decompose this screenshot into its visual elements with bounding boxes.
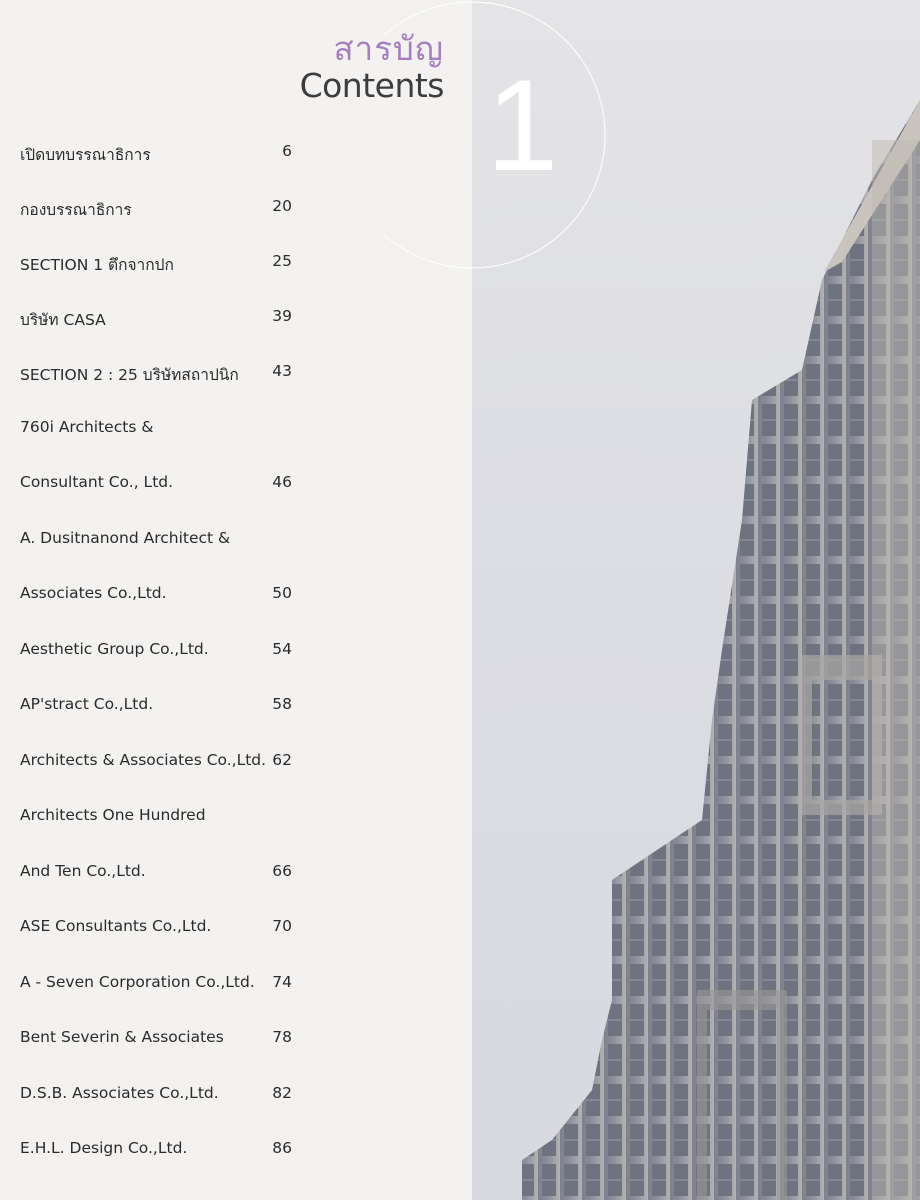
toc-entry-title: SECTION 1 ตึกจากปก: [20, 256, 174, 274]
toc-entry-title: เปิดบทบรรณาธิการ: [20, 146, 151, 164]
toc-entry-title: Consultant Co., Ltd.: [20, 473, 174, 491]
toc-entry: [20, 362, 296, 388]
toc-entry-page: 50: [272, 584, 292, 602]
toc-entry: [20, 862, 296, 888]
toc-entry-title: Associates Co.,Ltd.: [20, 584, 167, 602]
toc-entry-page: 6: [282, 142, 292, 160]
toc-entry-title: D.S.B. Associates Co.,Ltd.: [20, 1084, 219, 1102]
toc-entry: [20, 197, 296, 223]
toc-entry-page: 82: [272, 1084, 292, 1102]
toc-entry-page: 25: [272, 252, 292, 270]
section-number: 1: [486, 52, 559, 198]
toc-entry: [20, 917, 296, 943]
toc-entry-title: E.H.L. Design Co.,Ltd.: [20, 1139, 188, 1157]
toc-entry-title: AP'stract Co.,Ltd.: [20, 695, 154, 713]
toc-entry-title: Bent Severin & Associates: [20, 1028, 224, 1046]
toc-entry-title: A. Dusitnanond Architect &: [20, 529, 231, 547]
toc-entry-title: Aesthetic Group Co.,Ltd.: [20, 640, 209, 658]
toc-entry: [20, 695, 296, 721]
toc-entry-page: 86: [272, 1139, 292, 1157]
toc-entry-title: Architects One Hundred: [20, 806, 206, 824]
toc-entry-page: 20: [272, 197, 292, 215]
toc-entry-page: 43: [272, 362, 292, 380]
toc-entry-page: 74: [272, 973, 292, 991]
toc-entry: [20, 640, 296, 666]
toc-entry-page: 39: [272, 307, 292, 325]
toc-entry-title: A - Seven Corporation Co.,Ltd.: [20, 973, 255, 991]
toc-entry: [20, 418, 296, 444]
toc-entry-page: 58: [272, 695, 292, 713]
toc-entry-page: 78: [272, 1028, 292, 1046]
page-title: Contents: [299, 66, 444, 105]
toc-entry: [20, 142, 296, 168]
page-title-thai: สารบัญ: [333, 29, 444, 68]
toc-entry-title: 760i Architects &: [20, 418, 154, 436]
toc-entry: [20, 252, 296, 278]
toc-entry: [20, 584, 296, 610]
toc-entry-title: บริษัท CASA: [20, 311, 106, 329]
toc-entry: [20, 1139, 296, 1165]
toc-entry-page: 46: [272, 473, 292, 491]
toc-entry-title: SECTION 2 : 25 บริษัทสถาปนิก: [20, 366, 239, 384]
toc-entry: [20, 806, 296, 832]
toc-entry-page: 66: [272, 862, 292, 880]
toc-entry-title: Architects & Associates Co.,Ltd.: [20, 751, 267, 769]
toc-entry-title: ASE Consultants Co.,Ltd.: [20, 917, 212, 935]
toc-entry: [20, 751, 296, 777]
toc-entry-page: 54: [272, 640, 292, 658]
toc-entry-page: 62: [272, 751, 292, 769]
toc-entry-title: And Ten Co.,Ltd.: [20, 862, 146, 880]
toc-entry: [20, 973, 296, 999]
toc-entry-title: กองบรรณาธิการ: [20, 201, 132, 219]
toc-entry: [20, 1084, 296, 1110]
toc-entry: [20, 307, 296, 333]
toc-entry: [20, 1028, 296, 1054]
toc-entry: [20, 529, 296, 555]
toc-entry: [20, 473, 296, 499]
toc-entry-page: 70: [272, 917, 292, 935]
